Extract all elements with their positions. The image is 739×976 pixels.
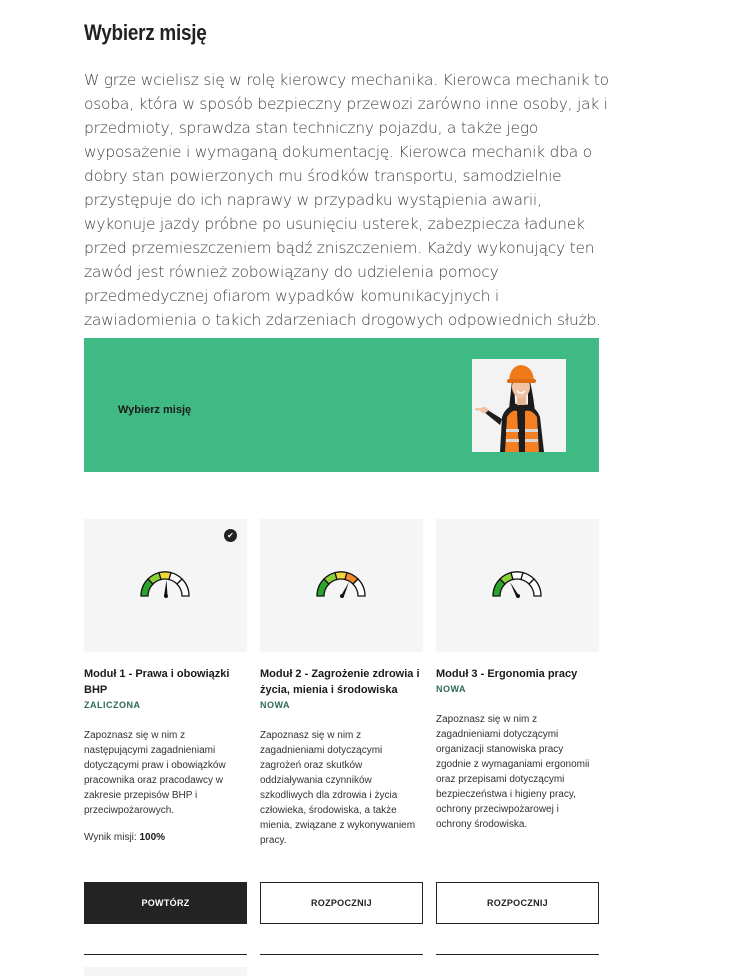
module-thumbnail bbox=[436, 519, 599, 652]
next-module-thumbnail bbox=[84, 967, 247, 976]
module-title: Moduł 2 - Zagrożenie zdrowia i życia, mienia i środowiska bbox=[260, 668, 420, 696]
gauge-icon bbox=[138, 568, 192, 598]
module-status: ZALICZONA bbox=[84, 700, 141, 710]
gauge-icon bbox=[314, 568, 368, 598]
banner-label: Wybierz misję bbox=[118, 404, 192, 416]
result-value: 100% bbox=[139, 832, 166, 843]
completed-check-icon: ✔ bbox=[224, 529, 237, 542]
module-card-3[interactable] bbox=[436, 519, 599, 832]
module-description: Zapoznasz się w nim z zagadnieniami dotyczącymi zagrożeń oraz skutków oddziaływania czynników szkodliwych dla zdrowia i życia człowieka, środowiska, a także mienia, związane z wykonywaniem pracy. bbox=[260, 730, 416, 846]
module-status: NOWA bbox=[260, 700, 290, 710]
page-title: Wybierz misję bbox=[84, 20, 207, 45]
module-description: Zapoznasz się w nim z zagadnieniami dotyczącymi organizacji stanowiska pracy zgodnie z wymaganiami ergonomii oraz przepisami dotyczącymi bezpieczeństwa i higieny pracy, ochrony przeciwpożarowej i ochrony środowiska. bbox=[436, 714, 590, 830]
module-status: NOWA bbox=[436, 684, 466, 694]
module-description: Zapoznasz się w nim z następującymi zagadnieniami dotyczącymi praw i obowiązków pracownika oraz pracodawcy w zakresie przepisów BHP i przeciwpożarowych. bbox=[84, 730, 226, 816]
module-card-1[interactable] bbox=[84, 519, 247, 843]
start-button-module-2[interactable]: ROZPOCZNIJ bbox=[260, 882, 423, 924]
divider bbox=[260, 954, 423, 955]
intro-text: W grze wcielisz się w rolę kierowcy mechanika. Kierowca mechanik to osoba, która w sposób bezpieczny przewozi zarówno inne osoby, jak i przedmioty, sprawdza stan techniczny pojazdu, a także jego wyposażenie i wymaganą dokumentację. Kierowca mechanik dba o dobry stan powierzonych mu środków transportu, samodzielnie przystępuje do ich naprawy w przypadku wystąpienia awarii, wykonuje jazdy próbne po usunięciu usterek, zabezpiecza ładunek przed przemieszczeniem bądź zniszczeniem. Każdy wykonujący ten zawód jest również zobowiązany do udzielenia pomocy przedmedycznej ofiarom wypadków komunikacyjnych i zawiadomienia o takich zdarzeniach drogowych odpowiednich służb. bbox=[84, 71, 609, 329]
divider bbox=[84, 954, 247, 955]
gauge-icon bbox=[490, 568, 544, 598]
start-button-module-3[interactable]: ROZPOCZNIJ bbox=[436, 882, 599, 924]
divider bbox=[436, 954, 599, 955]
worker-photo bbox=[472, 359, 566, 452]
module-title: Moduł 3 - Ergonomia pracy bbox=[436, 668, 578, 680]
module-thumbnail bbox=[84, 519, 247, 652]
mission-result bbox=[84, 832, 247, 843]
module-thumbnail bbox=[260, 519, 423, 652]
module-title: Moduł 1 - Prawa i obowiązki BHP bbox=[84, 668, 230, 696]
repeat-button[interactable]: POWTÓRZ bbox=[84, 882, 247, 924]
mission-banner[interactable] bbox=[84, 338, 599, 472]
module-card-2[interactable] bbox=[260, 519, 423, 848]
result-label: Wynik misji: bbox=[84, 832, 137, 843]
